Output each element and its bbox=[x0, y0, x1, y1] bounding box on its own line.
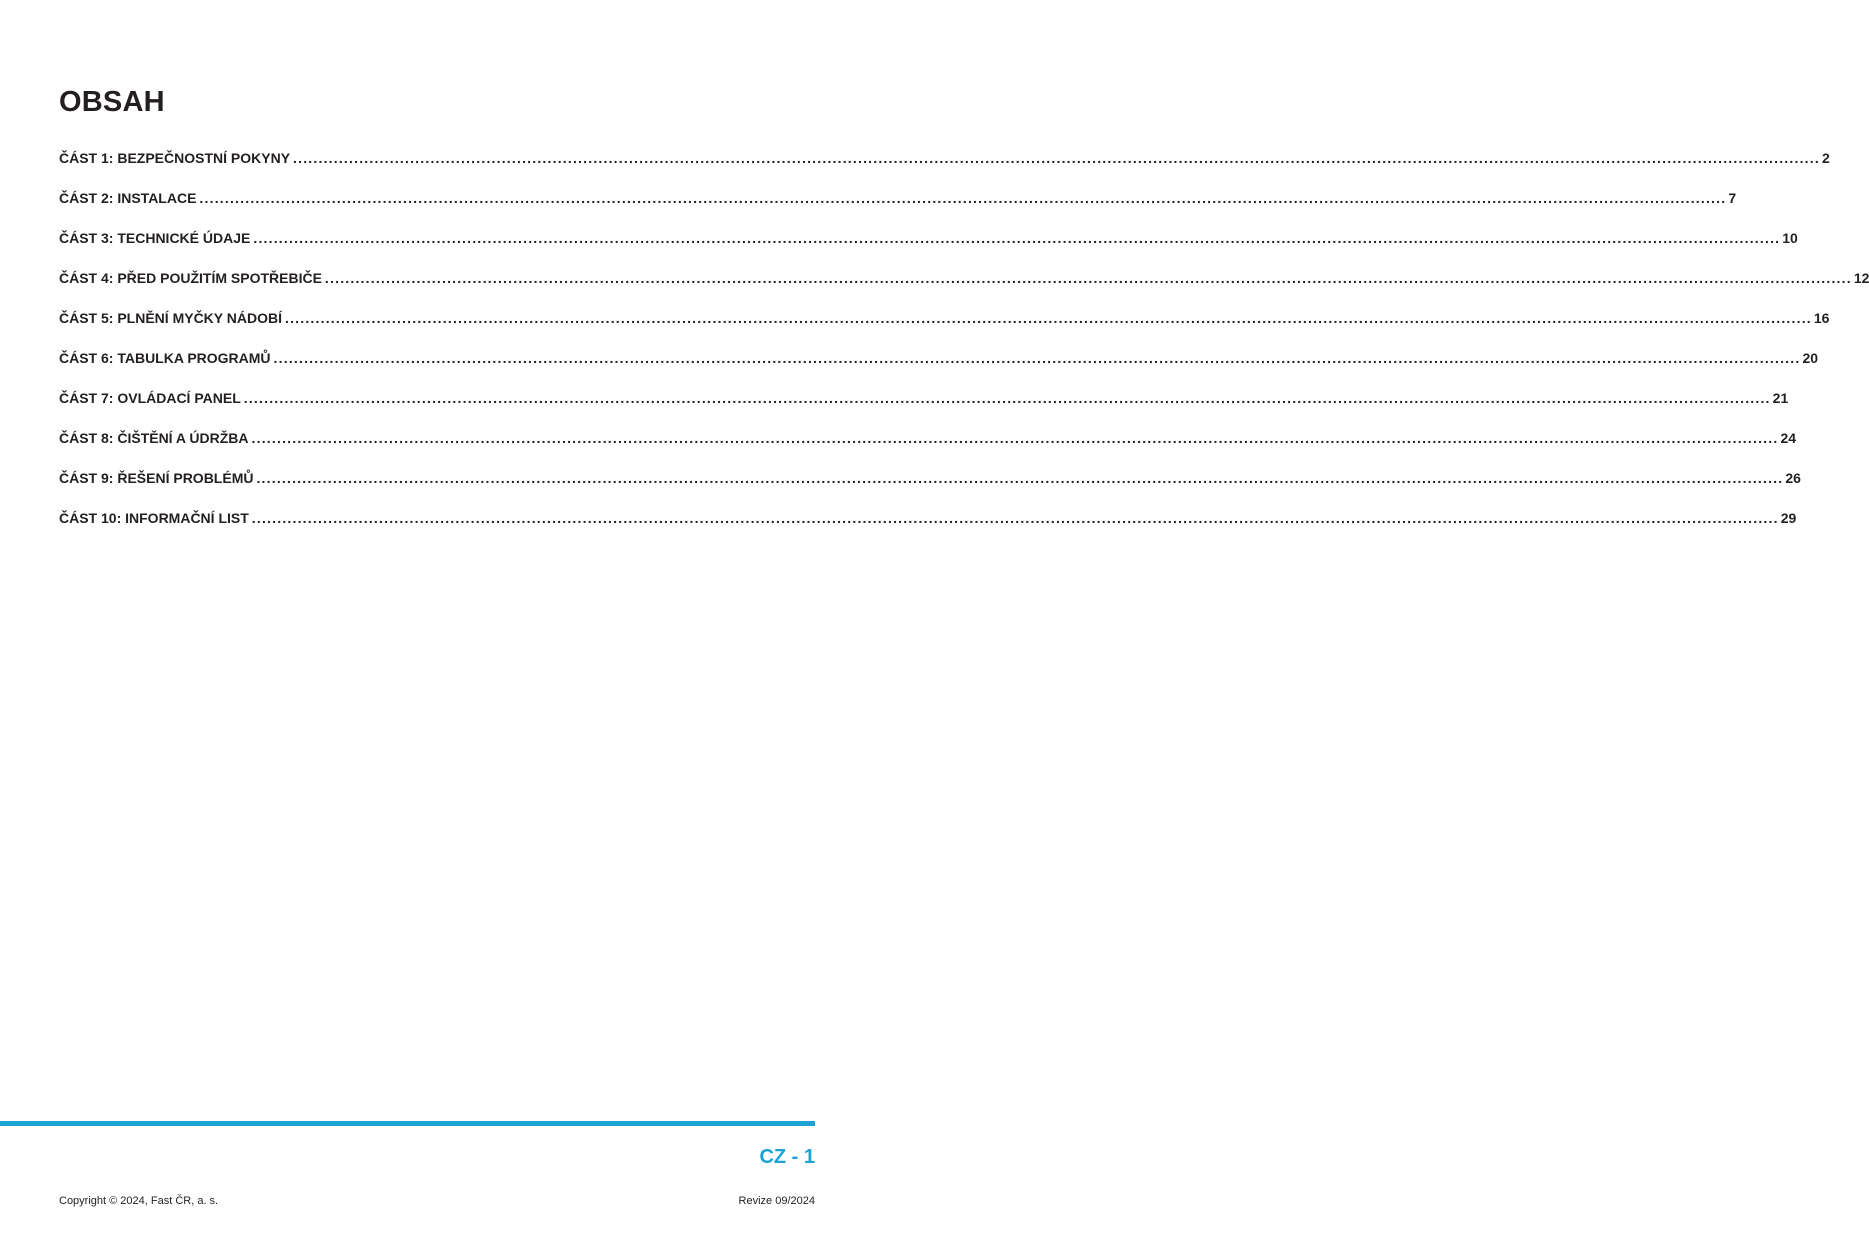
toc-entry-label: ČÁST 9: ŘEŠENÍ PROBLÉMŮ bbox=[59, 470, 254, 486]
toc-entry-8[interactable] bbox=[59, 426, 1797, 466]
toc-entry-6[interactable] bbox=[59, 346, 1819, 386]
toc-entry-label: ČÁST 4: PŘED POUŽITÍM SPOTŘEBIČE bbox=[59, 270, 322, 286]
toc-dot-leader: ............................................................................................................................................................................................................................................................................................................ bbox=[273, 350, 1801, 366]
toc-dot-leader: ............................................................................................................................................................................................................................................................................................................ bbox=[199, 190, 1727, 206]
toc-dot-leader: ............................................................................................................................................................................................................................................................................................................ bbox=[253, 230, 1781, 246]
toc-entry-label: ČÁST 10: INFORMAČNÍ LIST bbox=[59, 510, 249, 526]
page-number: CZ - 1 bbox=[759, 1146, 815, 1168]
toc-dot-leader: ............................................................................................................................................................................................................................................................................................................ bbox=[243, 390, 1771, 406]
toc-entry-page: 7 bbox=[1728, 190, 1737, 206]
toc-entry-10[interactable] bbox=[59, 506, 1797, 546]
toc-dot-leader: ............................................................................................................................................................................................................................................................................................................ bbox=[324, 270, 1852, 286]
toc-entry-label: ČÁST 2: INSTALACE bbox=[59, 190, 197, 206]
toc-entry-page: 2 bbox=[1821, 150, 1830, 166]
toc-entry-5[interactable] bbox=[59, 306, 1830, 346]
toc-dot-leader: ............................................................................................................................................................................................................................................................................................................ bbox=[256, 470, 1784, 486]
toc-entry-label: ČÁST 8: ČIŠTĚNÍ A ÚDRŽBA bbox=[59, 430, 249, 446]
toc-entry-label: ČÁST 5: PLNĚNÍ MYČKY NÁDOBÍ bbox=[59, 310, 282, 326]
toc-entry-label: ČÁST 6: TABULKA PROGRAMŮ bbox=[59, 350, 271, 366]
page-title: OBSAH bbox=[59, 86, 165, 118]
toc-entry-page: 12 bbox=[1853, 270, 1869, 286]
toc-entry-label: ČÁST 7: OVLÁDACÍ PANEL bbox=[59, 390, 241, 406]
toc-entry-page: 20 bbox=[1802, 350, 1819, 366]
table-of-contents bbox=[59, 146, 1869, 546]
toc-entry-4[interactable] bbox=[59, 266, 1869, 306]
toc-dot-leader: ............................................................................................................................................................................................................................................................................................................ bbox=[251, 430, 1779, 446]
toc-entry-label: ČÁST 3: TECHNICKÉ ÚDAJE bbox=[59, 230, 251, 246]
toc-entry-page: 24 bbox=[1780, 430, 1797, 446]
toc-entry-page: 26 bbox=[1785, 470, 1801, 486]
toc-entry-2[interactable] bbox=[59, 186, 1737, 226]
toc-entry-page: 16 bbox=[1813, 310, 1830, 326]
copyright-notice: Copyright © 2024, Fast ČR, a. s. bbox=[59, 1195, 219, 1207]
toc-dot-leader: ............................................................................................................................................................................................................................................................................................................ bbox=[251, 510, 1779, 526]
toc-entry-label: ČÁST 1: BEZPEČNOSTNÍ POKYNY bbox=[59, 150, 291, 166]
toc-dot-leader: ............................................................................................................................................................................................................................................................................................................ bbox=[284, 310, 1812, 326]
footer-divider bbox=[0, 1121, 815, 1126]
revision-label: Revize 09/2024 bbox=[738, 1195, 815, 1207]
toc-dot-leader: ............................................................................................................................................................................................................................................................................................................ bbox=[293, 150, 1820, 166]
toc-entry-7[interactable] bbox=[59, 386, 1789, 426]
toc-entry-page: 21 bbox=[1772, 390, 1789, 406]
toc-entry-3[interactable] bbox=[59, 226, 1798, 266]
toc-entry-page: 10 bbox=[1782, 230, 1798, 246]
toc-entry-1[interactable] bbox=[59, 146, 1830, 186]
toc-entry-page: 29 bbox=[1780, 510, 1797, 526]
toc-entry-9[interactable] bbox=[59, 466, 1801, 506]
